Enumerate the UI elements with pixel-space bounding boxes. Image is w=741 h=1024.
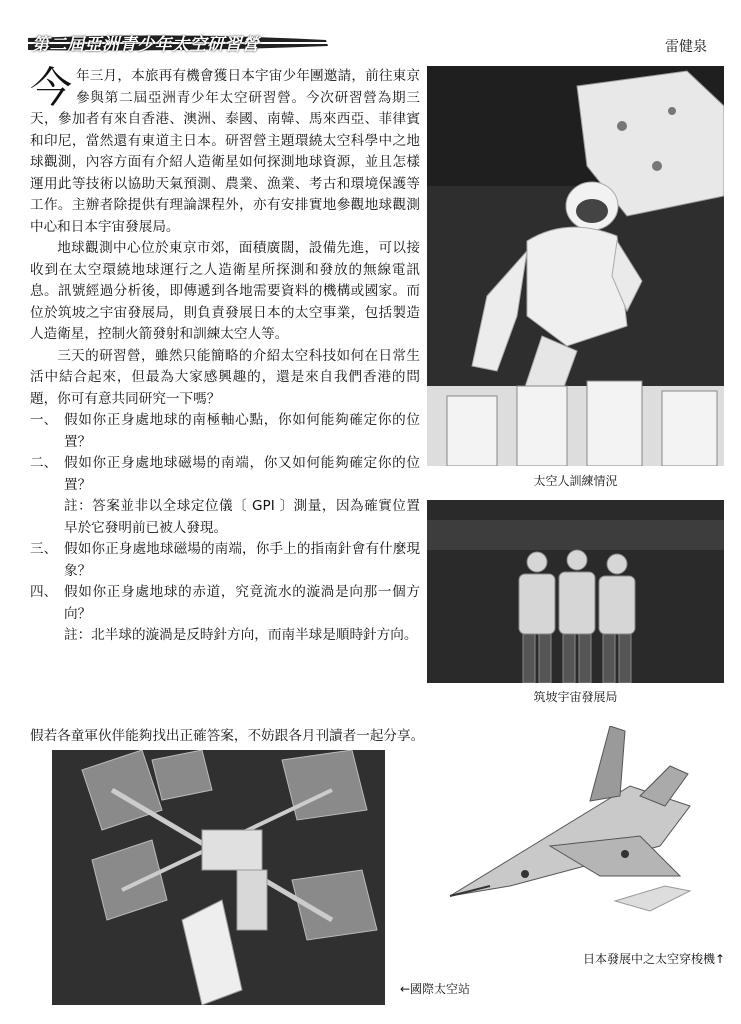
astronaut-caption: 太空人訓練情況 [533,474,618,488]
question-3: 三、 假如你正身處地球磁場的南端，你手上的指南針會有什麼現象？ [30,541,420,579]
nasda-caption: 筑坡宇宙發展局 [533,690,618,704]
paragraph-3: 三天的研習營，雖然只能簡略的介紹太空科技如何在日常生活中結合起來，但最為大家感興趣的，還是來自我們香港的問題，你可有意共同研究一下嗎？ [30,347,420,407]
drop-cap: 今 [30,63,73,112]
question-2: 二、 假如你正身處地球磁場的南端，你又如何能夠確定你的位置？ [30,455,420,493]
question-1: 一、 假如你正身處地球的南極軸心點，你如何能夠確定你的位置？ [30,412,420,450]
page-title: 第二屆亞洲青少年太空研習營 [32,35,260,55]
title-banner [28,30,328,54]
nasda-group-photo [427,500,724,683]
author-name: 雷健泉 [665,39,707,55]
space-station-photo [52,750,385,1005]
article-body [30,63,420,647]
closing-line: 假若各童軍伙伴能夠找出正確答案，不妨跟各月刊讀者一起分享。 [30,728,425,744]
paragraph-1: 今年三月，本旅再有機會獲日本宇宙少年團邀請，前往東京參與第二屆亞洲青少年太空研習營。今次研習營為期三天，參加者有來自香港、澳洲、泰國、南韓、馬來西亞、菲律賓和印尼，當然還有東道主日本。研習營主題環繞太空科學中之地球觀測，內容方面有介紹人造衛星如何探測地球資源，並且怎樣運用此等技術以協助天氣預測、農業、漁業、考古和環境保護等工作。主辦者除提供有理論課程外，亦有安排實地參觀地球觀測中心和日本宇宙發展局。 [30,63,420,235]
question-4: 四、 假如你正身處地球的赤道，究竟流水的漩渦是向那一個方向？ [30,584,420,622]
shuttle-illustration [450,726,720,936]
question-2-note: 註：答案並非以全球定位儀〔 GPI 〕測量，因為確實位置早於它發明前已被人發現。 [64,498,420,536]
question-4-note: 註：北半球的漩渦是反時針方向，而南半球是順時針方向。 [64,627,418,643]
station-caption: ←國際太空站 [400,982,471,996]
shuttle-caption: 日本發展中之太空穿梭機↑ [582,952,725,966]
astronaut-training-photo [427,66,724,466]
paragraph-2: 地球觀測中心位於東京市郊，面積廣闊，設備先進，可以接收到在太空環繞地球運行之人造衛星所探測和發放的無線電訊息。訊號經過分析後，即傳遞到各地需要資料的機構或國家。而位於筑坡之宇宙發展局，則負責發展日本的太空事業，包括製造人造衛星，控制火箭發射和訓練太空人等。 [30,240,420,342]
